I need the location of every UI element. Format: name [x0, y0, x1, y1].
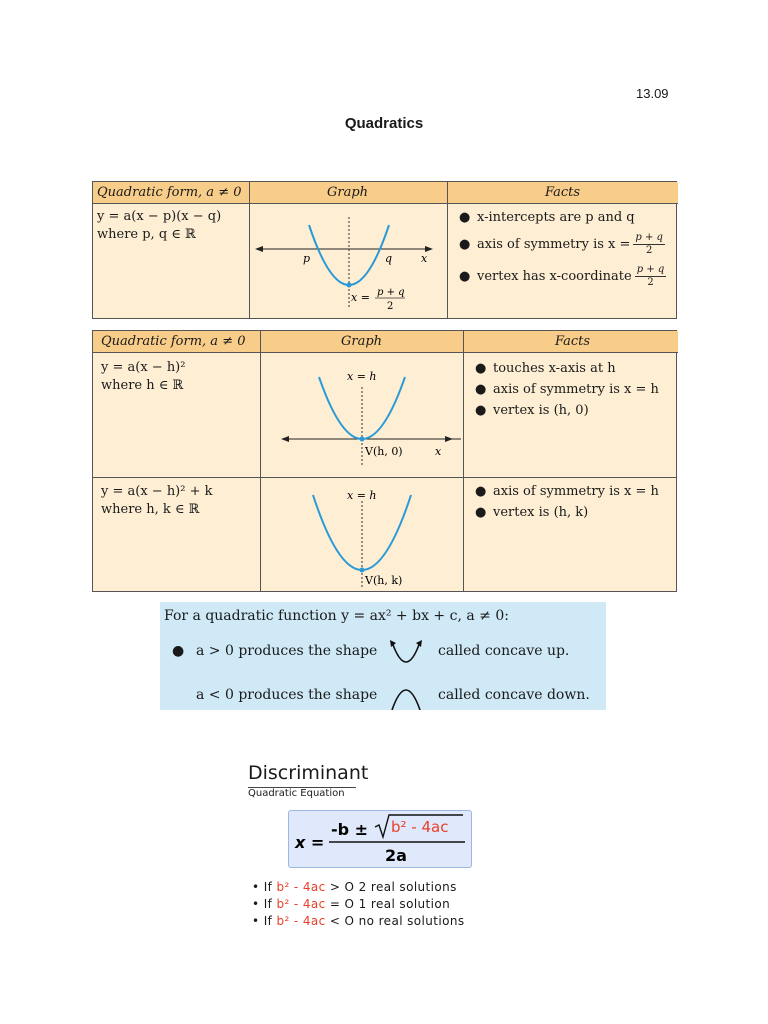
graph-label-p: p — [303, 252, 311, 265]
discriminant-panel — [244, 752, 524, 938]
divider — [249, 182, 250, 318]
fact-item: ● axis of symmetry is x = h — [475, 382, 659, 397]
form-domain: where h ∈ ℝ — [101, 378, 184, 393]
parabola-graph — [263, 355, 461, 475]
concave-up-icon — [386, 638, 428, 668]
header-facts: Facts — [545, 185, 581, 200]
concave-down-label: called concave down. — [438, 687, 590, 703]
concave-down-condition: a < 0 produces the shape — [196, 687, 378, 703]
discriminant-title: Discriminant — [248, 762, 369, 784]
rule-item: • If b² - 4ac < O no real solutions — [252, 914, 465, 928]
header-graph: Graph — [327, 185, 369, 200]
formula-radicand: b² - 4ac — [391, 818, 449, 836]
header-form: Quadratic form, a ≠ 0 — [97, 185, 242, 200]
fact-item: ● vertex is (h, 0) — [475, 403, 589, 418]
rule-item: • If b² - 4ac = O 1 real solution — [252, 897, 451, 911]
formula-minus-b: -b ± — [331, 820, 369, 839]
concave-down-icon — [386, 680, 428, 710]
header-graph: Graph — [341, 334, 383, 349]
table-vertex-form — [92, 330, 677, 592]
concavity-intro: For a quadratic function y = ax² + bx + c, a ≠ 0: — [164, 608, 509, 624]
graph-label-x: x — [421, 252, 428, 265]
fact-item: ● x-intercepts are p and q — [459, 210, 635, 225]
header-facts: Facts — [555, 334, 591, 349]
concave-up-condition: a > 0 produces the shape — [196, 643, 378, 659]
row-divider — [93, 477, 676, 478]
axis-label: x = h — [347, 489, 377, 502]
form-equation: y = a(x − h)² — [101, 360, 186, 375]
axis-label: x = h — [347, 370, 377, 383]
concave-up-label: called concave up. — [438, 643, 570, 659]
axis-den: 2 — [387, 301, 394, 312]
graph-label-q: q — [385, 252, 393, 265]
page-title: Quadratics — [344, 115, 424, 132]
graph-label-x: x — [435, 445, 442, 458]
divider — [447, 182, 448, 318]
fact-item: ● touches x-axis at h — [475, 361, 616, 376]
concavity-box — [160, 602, 606, 710]
formula-lhs: x = — [295, 833, 325, 852]
divider — [260, 331, 261, 591]
form-equation: y = a(x − p)(x − q) — [97, 209, 222, 224]
form-equation: y = a(x − h)² + k — [101, 484, 213, 499]
quadratic-formula-box — [288, 810, 472, 868]
vertex-label: V(h, 0) — [365, 445, 403, 458]
parabola-graph — [251, 205, 445, 319]
vertex-label: V(h, k) — [365, 574, 403, 587]
table-factored-form — [92, 181, 677, 319]
rule-item: • If b² - 4ac > O 2 real solutions — [252, 880, 457, 894]
header-form: Quadratic form, a ≠ 0 — [101, 334, 246, 349]
fact-item: ● axis of symmetry is x = $\frac{p + q}{2}$ — [459, 232, 663, 256]
formula-denominator: 2a — [385, 846, 407, 865]
form-domain: where p, q ∈ ℝ — [97, 227, 196, 242]
parabola-graph — [263, 479, 461, 591]
divider — [463, 331, 464, 591]
fact-item: ● vertex has x-coordinate $\frac{p + q}{2}$ — [459, 264, 665, 288]
bullet-icon: ● — [172, 643, 185, 659]
discriminant-subtitle: Quadratic Equation — [248, 787, 356, 799]
axis-label: x = — [351, 291, 370, 304]
fact-item: ● axis of symmetry is x = h — [475, 484, 659, 499]
form-domain: where h, k ∈ ℝ — [101, 502, 200, 517]
fact-item: ● vertex is (h, k) — [475, 505, 589, 520]
quadratic-formula — [289, 811, 471, 867]
axis-num: p + q — [377, 287, 405, 298]
page-date: 13.09 — [636, 86, 669, 101]
